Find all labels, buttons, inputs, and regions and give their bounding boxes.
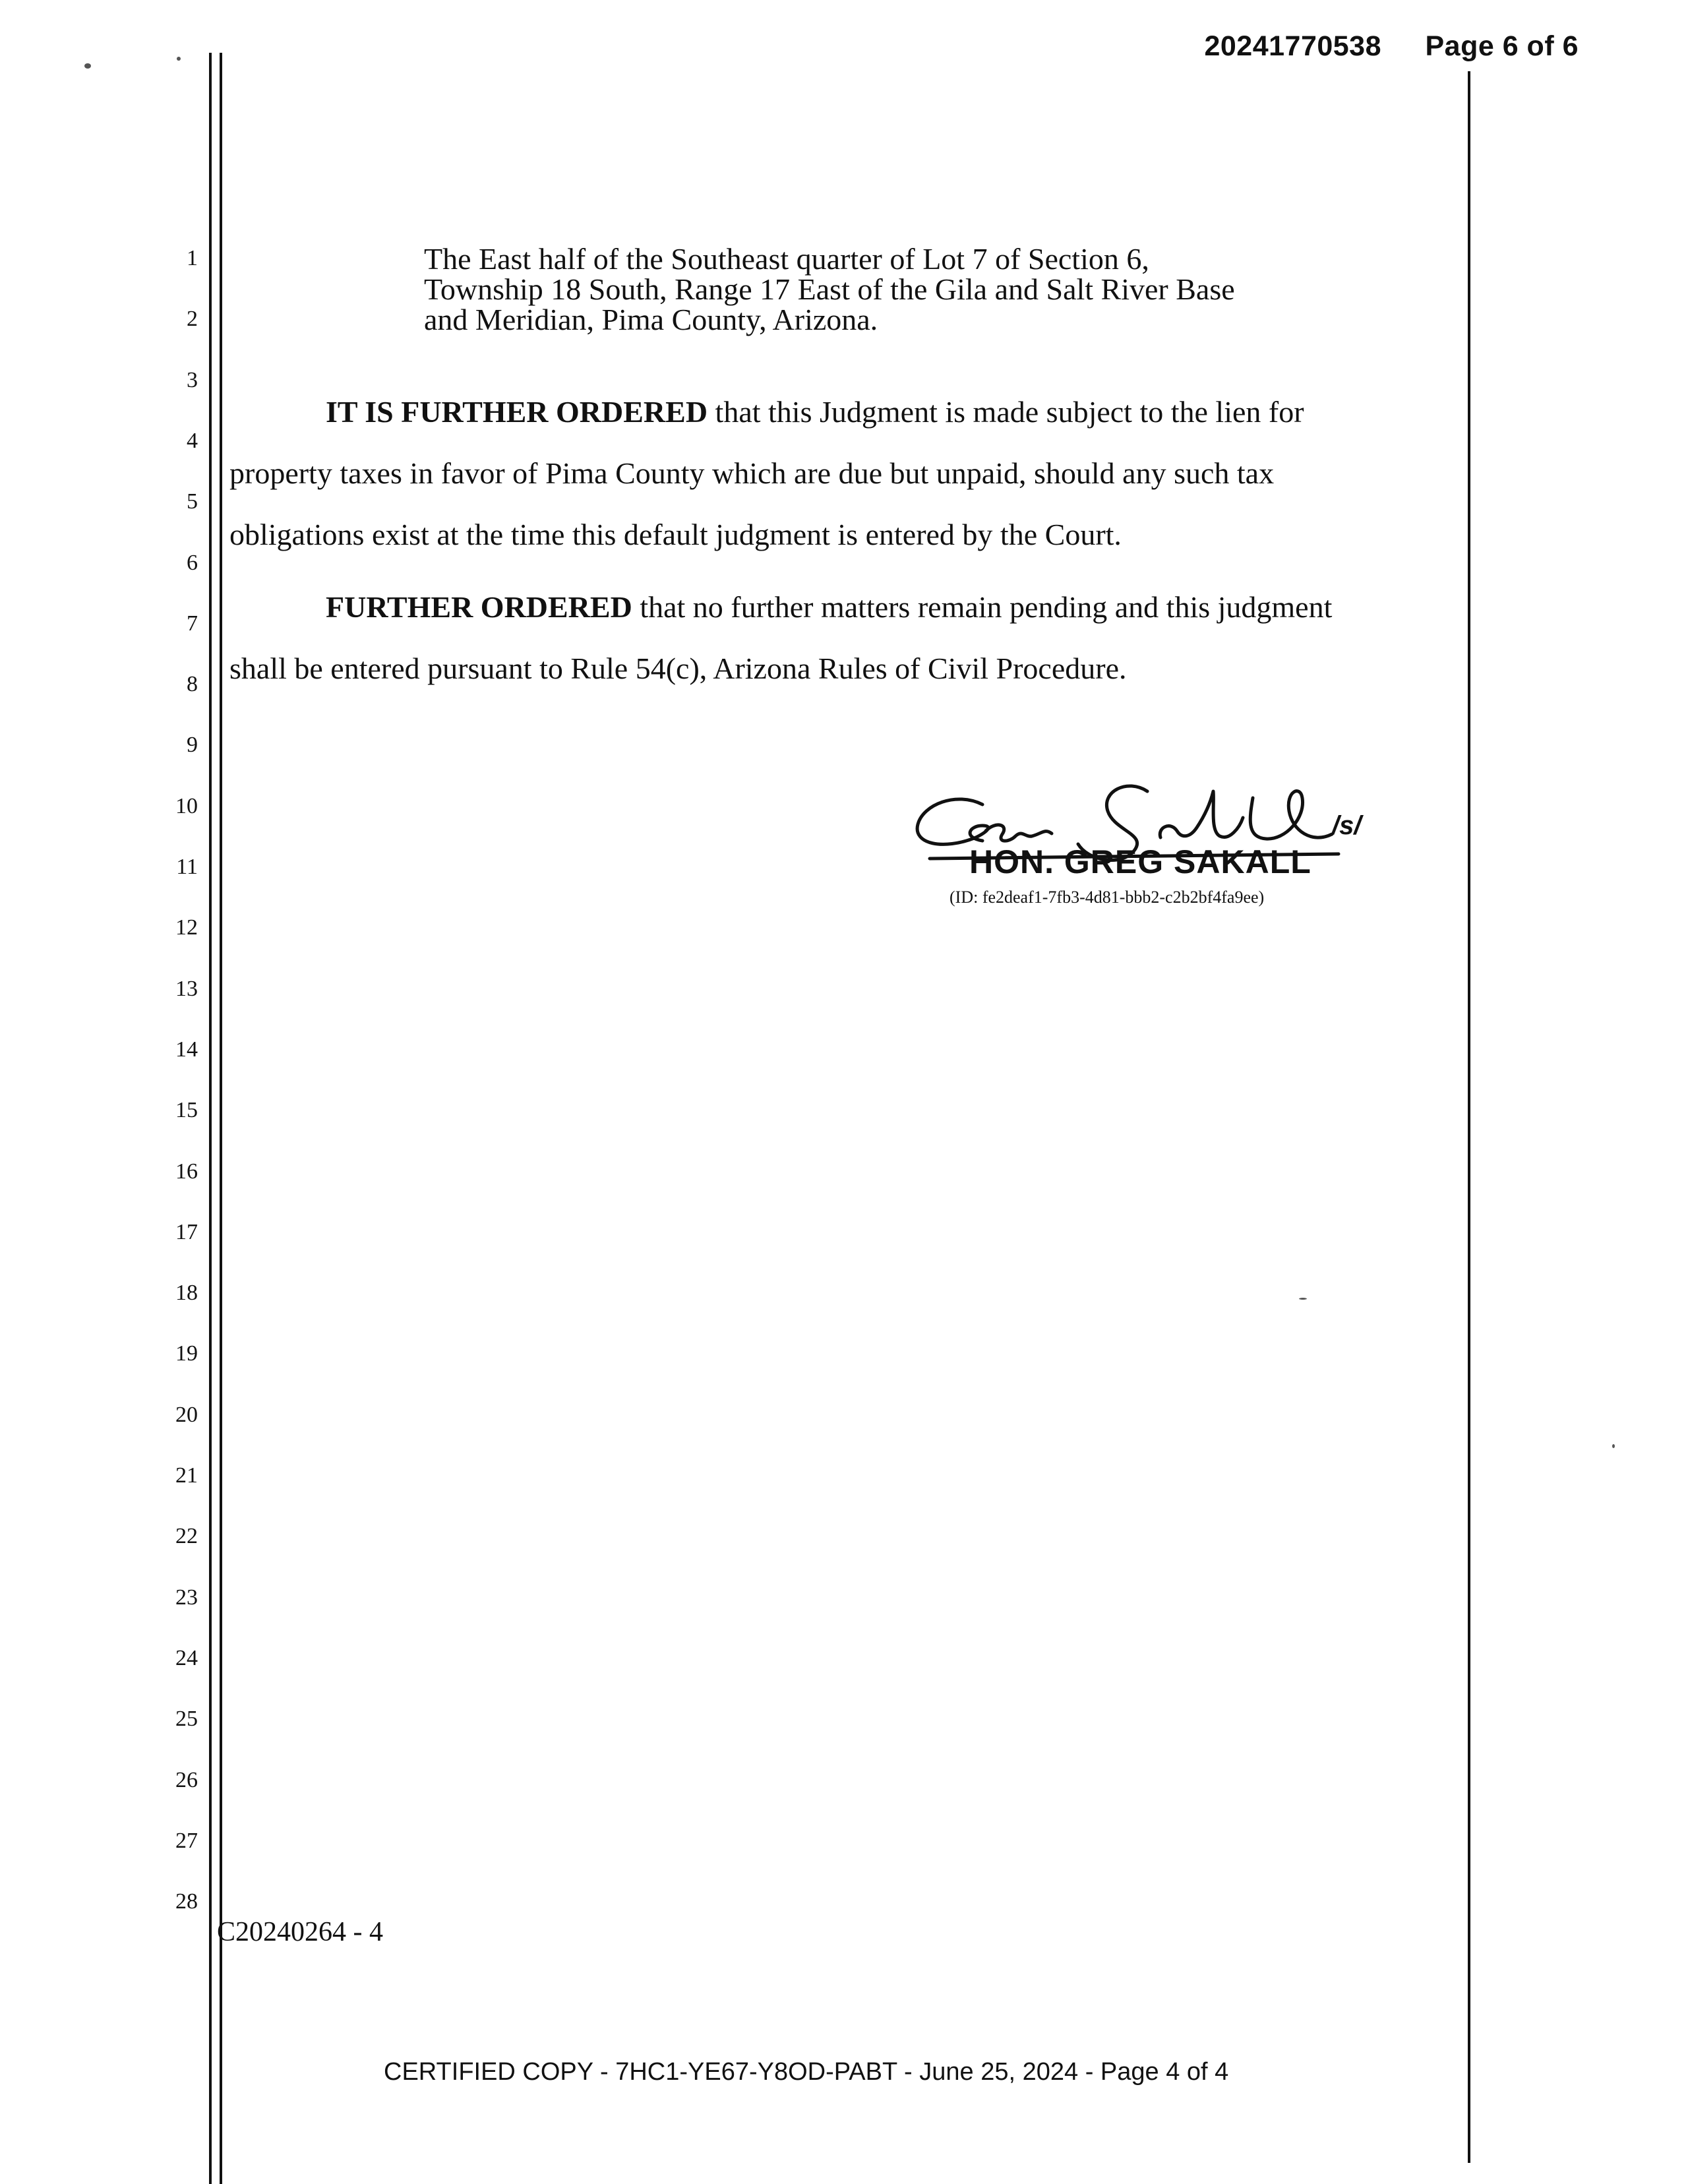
- line-number: 20: [175, 1403, 198, 1427]
- signature-id: (ID: fe2deaf1-7fb3-4d81-bbb2-c2b2bf4fa9ee): [950, 888, 1265, 907]
- line-number: 16: [175, 1159, 198, 1184]
- page-indicator: Page 6 of 6: [1425, 30, 1579, 62]
- judge-signature-block: [910, 765, 1385, 910]
- line-number: 28: [175, 1889, 198, 1914]
- line-number: 18: [175, 1281, 198, 1305]
- line-number: 27: [175, 1829, 198, 1853]
- scan-speck: [177, 57, 181, 61]
- judge-name: HON. GREG SAKALL: [969, 843, 1311, 880]
- line-number: 5: [187, 489, 198, 514]
- page-header: [1204, 30, 1579, 63]
- line-number: 15: [175, 1098, 198, 1122]
- line-number: 24: [175, 1646, 198, 1670]
- line-number: 3: [187, 368, 198, 392]
- document-number: 20241770538: [1204, 30, 1382, 62]
- line-number: 19: [175, 1341, 198, 1366]
- paragraph-line: obligations exist at the time this default judgment is entered by the Court.: [229, 518, 1122, 551]
- legal-description-line: The East half of the Southeast quarter of Lot 7 of Section 6,: [424, 242, 1149, 276]
- left-margin-rule-inner: [220, 53, 222, 2184]
- paragraph-line: FURTHER ORDERED that no further matters remain pending and this judgment: [326, 590, 1333, 624]
- left-margin-rule: [209, 53, 212, 2184]
- line-number: 23: [175, 1585, 198, 1610]
- legal-description-line: and Meridian, Pima County, Arizona.: [424, 303, 878, 336]
- legal-description-line: Township 18 South, Range 17 East of the Gila and Salt River Base: [424, 272, 1235, 306]
- line-number: 9: [187, 733, 198, 757]
- paragraph-line: property taxes in favor of Pima County which are due but unpaid, should any such tax: [229, 456, 1275, 490]
- order-heading: FURTHER ORDERED: [326, 590, 632, 624]
- scan-speck: [1299, 1298, 1307, 1300]
- line-number: 8: [187, 672, 198, 696]
- line-number: 6: [187, 551, 198, 575]
- line-number-column: [145, 0, 198, 2184]
- line-number: 13: [175, 977, 198, 1001]
- scan-speck: [84, 63, 91, 69]
- line-number: 26: [175, 1768, 198, 1792]
- line-number: 21: [175, 1463, 198, 1488]
- line-number: 4: [187, 429, 198, 453]
- line-number: 1: [187, 246, 198, 270]
- order-heading: IT IS FURTHER ORDERED: [326, 395, 708, 429]
- signature-slash-mark: /s/: [1332, 811, 1362, 840]
- certified-copy-footer: CERTIFIED COPY - 7HC1-YE67-Y8OD-PABT - June 25, 2024 - Page 4 of 4: [384, 2058, 1229, 2086]
- line-number: 2: [187, 307, 198, 331]
- right-margin-rule: [1468, 71, 1470, 2163]
- case-number: C20240264 - 4: [217, 1917, 383, 1947]
- line-number: 11: [176, 855, 198, 879]
- scan-speck: [1612, 1444, 1615, 1448]
- line-number: 25: [175, 1707, 198, 1731]
- legal-description: [424, 244, 1413, 335]
- line-number: 17: [175, 1220, 198, 1244]
- line-number: 10: [175, 794, 198, 818]
- paragraph-line: IT IS FURTHER ORDERED that this Judgment is made subject to the lien for: [326, 395, 1304, 429]
- line-number: 22: [175, 1524, 198, 1548]
- line-number: 12: [175, 915, 198, 940]
- line-number: 7: [187, 611, 198, 636]
- paragraph-line: shall be entered pursuant to Rule 54(c), Arizona Rules of Civil Procedure.: [229, 652, 1127, 685]
- line-number: 14: [175, 1037, 198, 1062]
